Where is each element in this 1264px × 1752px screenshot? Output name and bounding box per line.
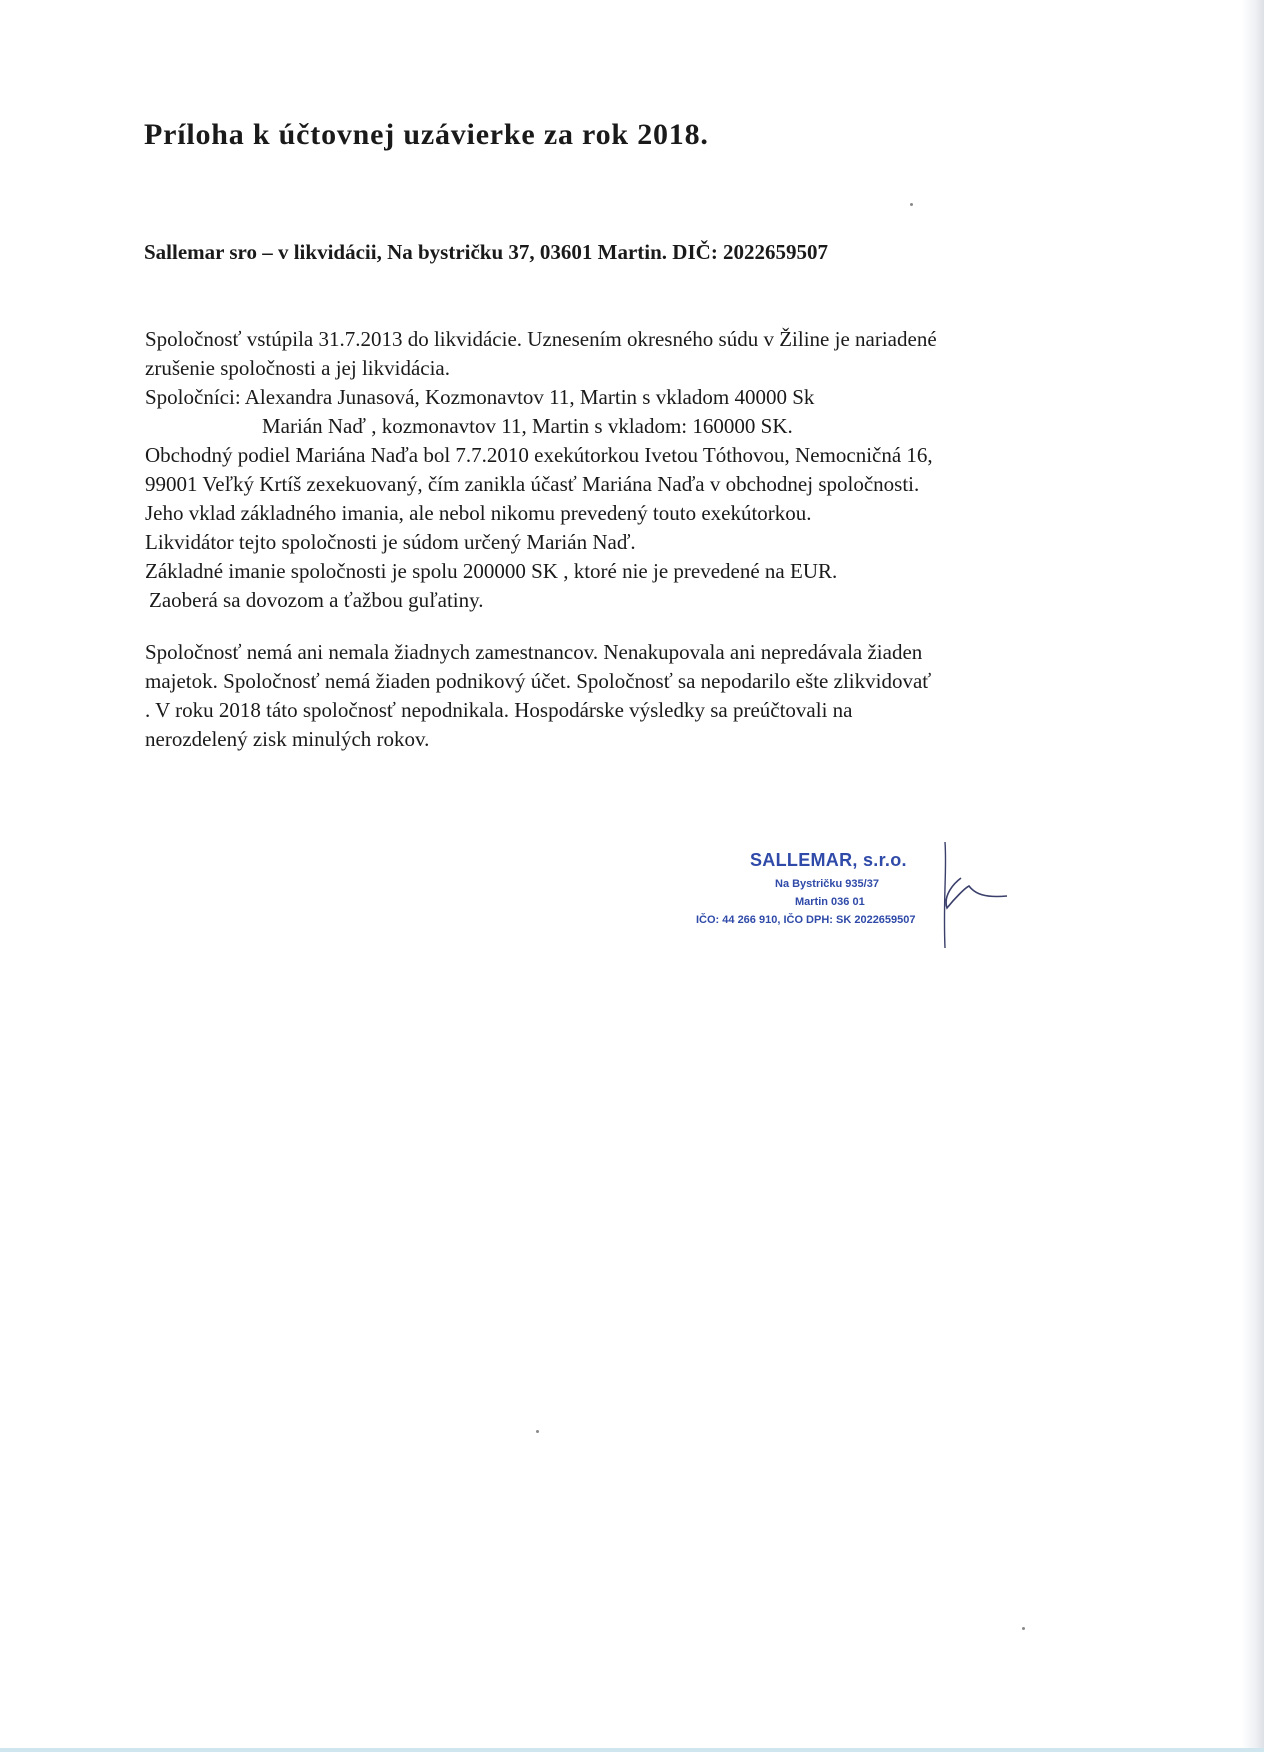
stamp-city: Martin 036 01 bbox=[795, 896, 865, 908]
text-line: nerozdelený zisk minulých rokov. bbox=[145, 727, 430, 751]
text-line: Marián Naď , kozmonavtov 11, Martin s vkladom: 160000 SK. bbox=[262, 414, 793, 438]
paragraph-business-activity bbox=[145, 638, 1095, 754]
handwritten-signature bbox=[925, 840, 1015, 950]
text-line: Spoločnosť nemá ani nemala žiadnych zamestnancov. Nenakupovala ani nepredávala žiaden bbox=[145, 640, 923, 664]
document-title: Príloha k účtovnej uzávierke za rok 2018. bbox=[144, 118, 709, 151]
text-line: zrušenie spoločnosti a jej likvidácia. bbox=[145, 356, 450, 380]
stamp-company-name: SALLEMAR, s.r.o. bbox=[750, 850, 907, 870]
scan-bottom-edge bbox=[0, 1748, 1264, 1752]
text-line: 99001 Veľký Krtíš zexekuovaný, čím zanikla účasť Mariána Naďa v obchodnej spoločnosti. bbox=[145, 472, 920, 496]
paragraph-liquidation-info bbox=[145, 325, 1095, 615]
scan-speck bbox=[1022, 1627, 1025, 1630]
text-line: Likvidátor tejto spoločnosti je súdom určený Marián Naď. bbox=[145, 530, 636, 554]
text-line: Zaoberá sa dovozom a ťažbou guľatiny. bbox=[149, 588, 484, 612]
text-line: Spoločníci: Alexandra Junasová, Kozmonavtov 11, Martin s vkladom 40000 Sk bbox=[145, 385, 815, 409]
text-line: . V roku 2018 táto spoločnosť nepodnikala. Hospodárske výsledky sa preúčtovali na bbox=[145, 698, 853, 722]
scan-edge-shadow bbox=[1242, 0, 1264, 1752]
scan-speck bbox=[910, 203, 913, 206]
text-line: Obchodný podiel Mariána Naďa bol 7.7.2010 exekútorkou Ivetou Tóthovou, Nemocničná 16, bbox=[145, 443, 933, 467]
stamp-tax-ids: IČO: 44 266 910, IČO DPH: SK 2022659507 bbox=[696, 914, 916, 926]
text-line: Jeho vklad základného imania, ale nebol nikomu prevedený touto exekútorkou. bbox=[145, 501, 812, 525]
stamp-street: Na Bystričku 935/37 bbox=[775, 878, 879, 890]
text-line: Základné imanie spoločnosti je spolu 200000 SK , ktoré nie je prevedené na EUR. bbox=[145, 559, 838, 583]
text-line: Spoločnosť vstúpila 31.7.2013 do likvidácie. Uznesením okresného súdu v Žiline je nariadené bbox=[145, 327, 937, 351]
scan-speck bbox=[536, 1430, 539, 1433]
text-line: majetok. Spoločnosť nemá žiaden podnikový účet. Spoločnosť sa nepodarilo ešte zlikvidovať bbox=[145, 669, 932, 693]
company-header-line: Sallemar sro – v likvidácii, Na bystričku 37, 03601 Martin. DIČ: 2022659507 bbox=[144, 240, 829, 264]
